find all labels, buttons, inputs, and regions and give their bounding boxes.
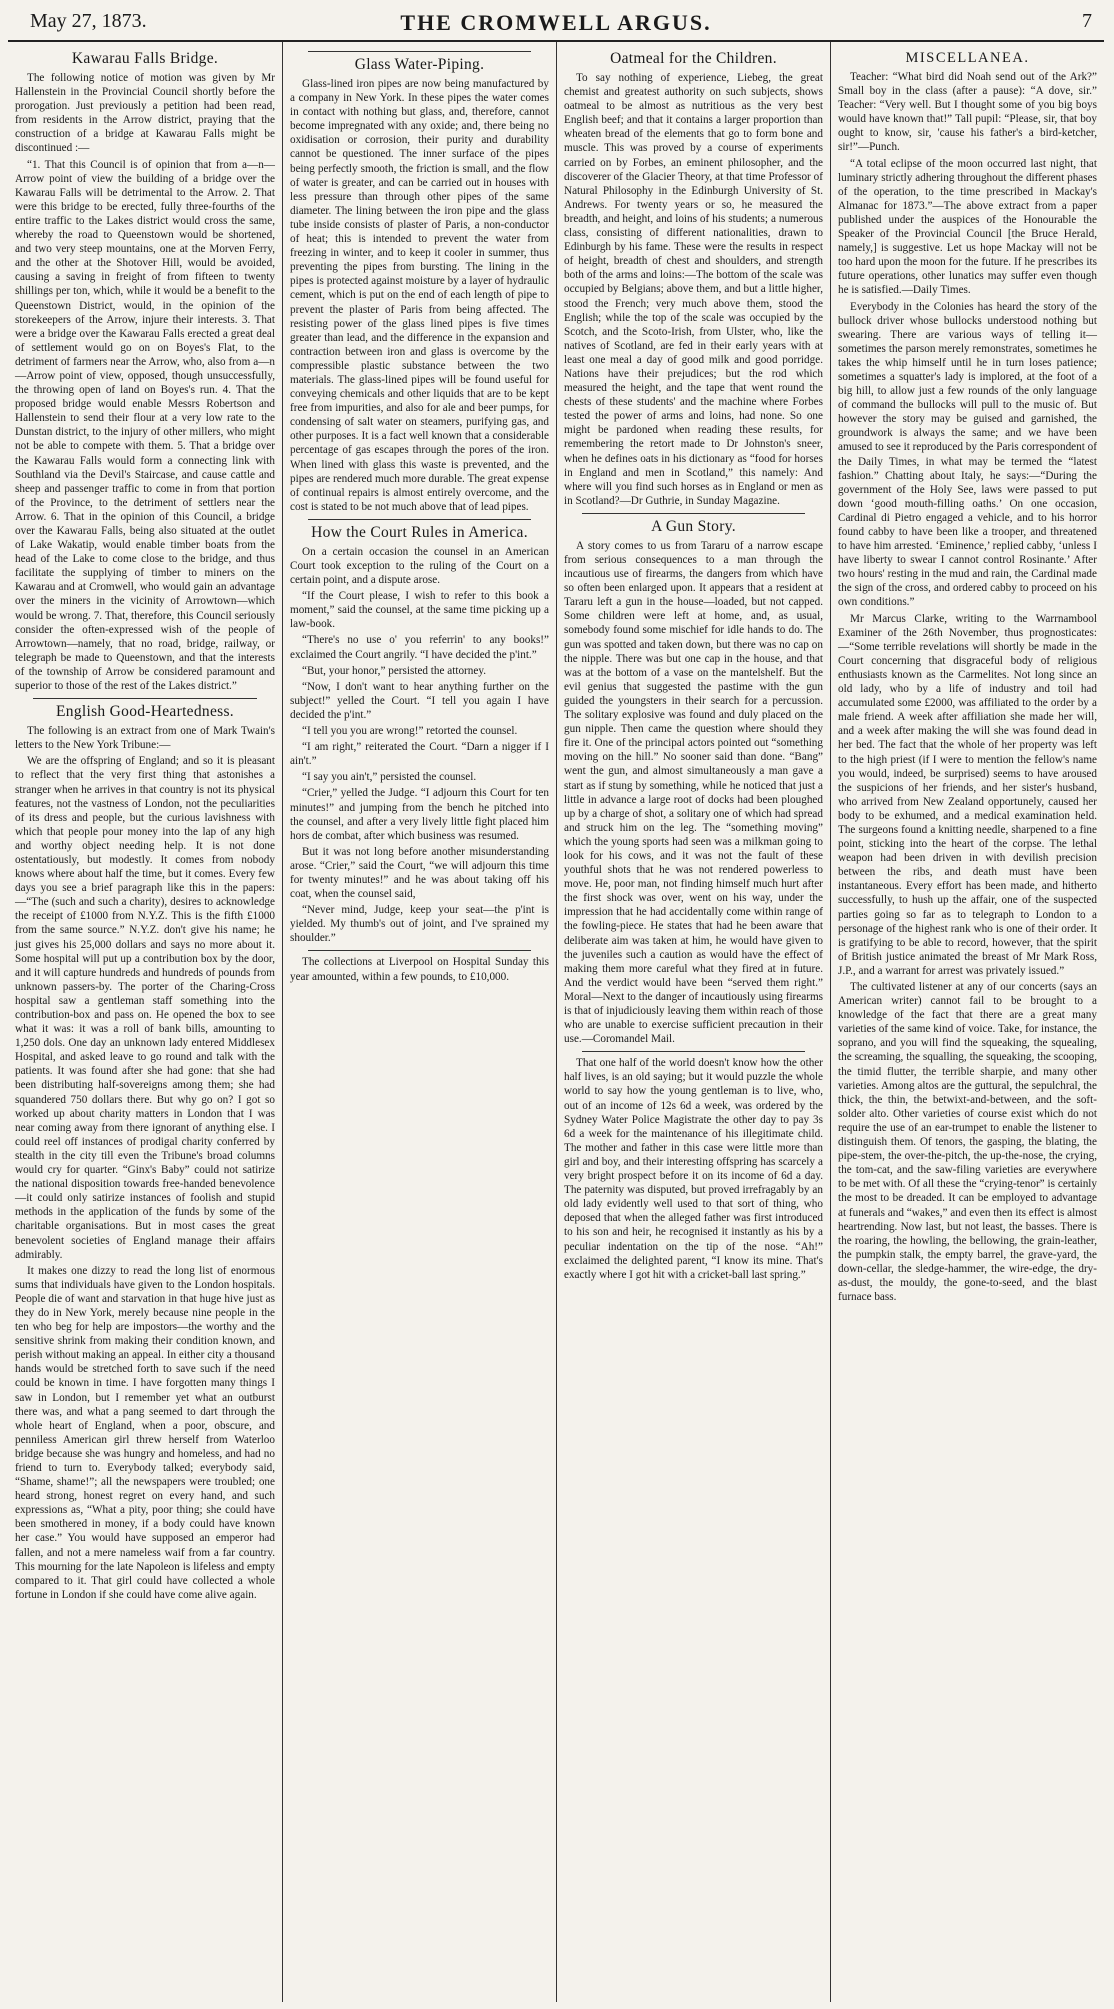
- divider: [33, 698, 257, 699]
- paragraph: “If the Court please, I wish to refer to this book a moment,” said the counsel, at the same time picking up a law-book.: [290, 590, 549, 631]
- paragraph: “Never mind, Judge, keep your seat—the p'int is yielded. My thumb's out of joint, and I've sprained my shoulder.”: [290, 904, 549, 945]
- paragraph: Glass-lined iron pipes are now being manufactured by a company in New York. In these pipes the water comes in contact with nothing but glass, and, therefore, cannot become impregnated with any oxide; and, there being no oxidisation or corrosion, their purity and durability cannot be questioned. The inner surface of the pipes being perfectly smooth, the friction is small, and the flow of water is greater, and can be carried out in houses with less pressure than through other pipes of the same diameter. The lining between the iron pipe and the glass tube inside consists of plaster of Paris, a non-conductor of heat; this is intended to prevent the water from freezing in winter, and to keep it cooler in summer, thus preventing the pipes from bursting. The lining in the pipes is protected against moisture by a layer of hydraulic cement, which is put on the end of each length of pipe to prevent the plaster of Paris from being affected. The resisting power of the glass lined pipes is five times greater than lead, and the difference in the expansion and contraction between iron and glass is overcome by the compressible plastic substance between the two materials. The glass-lined pipes will be found useful for conveying chemicals and other liquids that are to be kept free from impurities, and also for ale and beer pumps, for condensing of salt water on steamers, purifying gas, and other purposes. It is a fact well known that a considerable percentage of gas escapes through the pores of the iron. When lined with glass this waste is prevented, and the pipes are rendered much more durable. The great expense of continual repairs is almost entirely overcome, and the cost is stated to be not much above that of lead pipes.: [290, 78, 549, 513]
- paragraph: A story comes to us from Tararu of a narrow escape from serious consequences to a man through the incautious use of firearms, the dangers from which have so often been enlarged upon. It appears that a resident at Tararu left a gun in the house—loaded, but not capped. Some children were left at home, and, as usual, somebody found some mischief for idle hands to do. The gun was spotted and taken down, but there was no cap on the nipple. There was but one cap in the house, and that was at the bottom of a vase on the mantelshelf. But the evil genius that suggested the pastime with the gun guided the youngsters in their search for a percussion. The solitary explosive was found and duly placed on the gun nipple. Then came the question where should they fire it. One of the principal actors pointed out “something moving on the hill.” No sooner said than done. “Bang” went the gun, and almost simultaneously a man gave a start as if stung by something, while he noticed that just a little in advance a large root of docks had been ploughed up by a charge of shot, a solitary one of which had spread and struck him on the leg. The “something moving” which the young sports had seen was a milkman going to look for his cows, and it was not the fault of these youthful shots that he was not rendered powerless to move. He, poor man, not finding himself much hurt after the first shock was over, went on his way, under the impression that he had accidentally come within range of the fowling-piece. He states that had he been aware that deliberate aim was taken at him, he would have given to the juveniles such a caution as would have the effect of making them more careful what they fired at in future. And the verdict would have been “served them right.” Moral—Next to the danger of incautiously using firearms is that of injudiciously leaving them within reach of those who are unable to exercise sufficient precaution in their use.—Coromandel Mail.: [564, 539, 823, 1046]
- divider: [582, 1051, 805, 1052]
- article-title-gun: A Gun Story.: [651, 517, 736, 535]
- paragraph: On a certain occasion the counsel in an American Court took exception to the ruling of the Court on a certain point, and a dispute arose.: [290, 545, 549, 587]
- paragraph: “Now, I don't want to hear anything further on the subject!” yelled the Court. “I tell you again I have decided the p'int.”: [290, 680, 549, 721]
- divider: [308, 51, 531, 52]
- paragraph: Everybody in the Colonies has heard the story of the bullock driver whose bullocks understood nothing but swearing. There are various ways of telling it—sometimes the parson merely remonstrates, sometimes he takes the whip himself until he in turn loses patience; sometimes a squatter's lady is implored, at the foot of a big hill, to allow just a few rounds of the only language of command the bullocks will pull to the music of. But however the story may be guised and garnished, the groundwork is always the same; and we have been amused to see it reproduced by the Paris correspondent of the Daily Times, in what may be termed the “latest fashion.” Chatting about Italy, he says:—“During the government of the Holy See, laws were passed to put down ‘good mouth-filling oaths.’ On one occasion, Cardinal di Pietro engaged a vehicle, and to his horror found cabby to have been like a trooper, and threatened to have him arrested. ‘Eminence,’ replied cabby, ‘unless I have liberty to swear I cannot control Rosinante.’ After two hours' resting in the mud and rain, the Cardinal made the sign of the cross, and ordered cabby to proceed on his own conditions.”: [838, 300, 1097, 609]
- paragraph: “I am right,” reiterated the Court. “Darn a nigger if I ain't.”: [290, 741, 549, 768]
- article-title-oatmeal: Oatmeal for the Children.: [610, 50, 777, 67]
- paragraph: We are the offspring of England; and so it is pleasant to reflect that the very first thing that astonishes a stranger when he arrives in that country is not its physical features, not the vastness of London, not the peculiarities of its dress and people, but the curious lavishness with which that people pour money into the lap of any high and worthy object needing help. It is not done ostentatiously, but modestly. It comes from nobody knows where about half the time, but it comes. Every few days you see a brief paragraph like this in the papers:—“The (such and such a charity), desires to acknowledge the receipt of £1000 from N.Y.Z. This is the fifth £1000 from the same source.” N.Y.Z. don't give his name; he just gives his 25,000 dollars and says no more about it. Some hospital will put up a contribution box by the door, and it will capture hundreds and hundreds of pounds from unknown passers-by. The porter of the Charing-Cross hospital saw a gentleman staff something into the contribution-box and pass on. He opened the box to see what it was: it was a roll of bank bills, amounting to 1,250 dols. One day an unknown lady entered Middlesex Hospital, and asked leave to go round and talk with the patients. It was found after she had gone: that she had been distributing half-sovereigns among them; she had squandered 750 dollars there. But why go on? I got so worked up about charity matters in London that I was near coming away from there ignorant of anything else. I could reel off instances of prodigal charity conferred by stealth in the city till even the Tribune's broad columns would cry for quarter. “Ginx's Baby” could not satirize the national disposition towards free-handed benevolence—it could only satirize instances of foolish and stupid methods in the application of the funds by some of the charitable organisations. But in most cases the great benevolent societies of England manage their affairs admirably.: [15, 755, 275, 1261]
- paragraph: “I say you ain't,” persisted the counsel.: [302, 771, 477, 784]
- paragraph: “Crier,” yelled the Judge. “I adjourn this Court for ten minutes!” and jumping from the bench he pitched into the counsel, and after a very lively little fight placed him hors de combat, after which business was resumed.: [290, 787, 549, 842]
- column-1: [8, 42, 282, 2002]
- paragraph: Mr Marcus Clarke, writing to the Warrnambool Examiner of the 26th November, thus prognosticates:—“Some terrible revelations will shortly be made in the Court concerning that disgraceful body of religious enthusiasts known as the Carmelites. Not long since an old lady, who by a life of industry and toil had accumulated some £2000, was affiliated to the order by a male friend. A week after affiliation she made her will, and a week after making the will she was found dead in her bed. The fact that the whole of her property was left to the high priest (if I were to mention the fellow's name you would, indeed, be surprised) seems to have aroused the suspicions of her friends, and her sister's husband, who arrived from New Zealand opportunely, caused her body to be exhumed, and a medical examination held. The surgeons found a knitting needle, sharpened to a fine point, sticking into the heart of the corpse. The lethal weapon had been driven in with devilish precision between the ribs, and death must have been instantaneous. Every effort has been made, and hitherto successfully, to hush up the affair, one of the suspected parties going so far as to telegraph to London to a personage of the highest rank who is one of their order. It is gratifying to be able to record, however, that the spirit of British justice animated the breast of Mr Mark Ross, J.P., and a warrant for arrest was privately issued.”: [838, 612, 1097, 977]
- paragraph: To say nothing of experience, Liebeg, the great chemist and greatest authority on such subjects, shows oatmeal to be almost as nutritious as the very best English beef; and that it contains a larger proportion than wheaten bread of the elements that go to form bone and muscle. This was proved by a course of experiments carried on by Forbes, an eminent philosopher, and the discoverer of the Glacier Theory, at that time Professor of Natural Philosophy in the Edinburgh University of St. Andrews. For twenty years or so, he measured the breadth, and height, and loins of his students; a numerous class, consisting of different nationalities, drawn to Edinburgh by his fame. These were the results in respect of height, breadth of chest and shoulders, and strength both of the arms and loins:—The bottom of the scale was occupied by Belgians; above them, and but a little higher, stood the French; very much above them, stood the English; while the top of the scale was occupied by the Scotch, and the Scoto-Irish, from Ulster, who, like the natives of Scotland, are fed in their early years with at least one meal a day of good milk and good porridge. Nations have their prejudices; but the rod which measured the height, and the tape that went round the chests of these students' and the machine where Forbes tested the power of arms and loins, had none. So one might be pardoned when reading these results, for remembering the retort made to Dr Johnston's sneer, when he defines oats in his dictionary as “food for horses in England and men in Scotland,” this namely: And where will you find such horses as in England or men as in Scotland?—Dr Guthrie, in Sunday Magazine.: [564, 72, 823, 507]
- divider: [582, 513, 805, 514]
- divider: [308, 950, 531, 951]
- divider: [308, 519, 531, 520]
- paragraph: But it was not long before another misunderstanding arose. “Crier,” said the Court, “we will adjourn this time for twenty minutes!” and he was about taking off his coat, when the counsel said,: [290, 845, 549, 901]
- article-title-english: English Good-Heartedness.: [56, 703, 234, 721]
- paragraph: Teacher: “What bird did Noah send out of the Ark?” Small boy in the class (after a pause): “A dove, sir.” Teacher: “Very well. But I thought some of you big boys would have known that!” Tall pupil: “Please, sir, that boy ought to know, sir, 'cause his father's a bird-ketcher, sir!”—Punch.: [838, 71, 1097, 154]
- column-4: [830, 42, 1104, 2002]
- paragraph: “I tell you you are wrong!” retorted the counsel.: [302, 725, 518, 738]
- paragraph: The following notice of motion was given by Mr Hallenstein in the Provincial Council shortly before the prorogation. Just previously a petition had been read, from residents in the Arrow district, praying that the construction of a bridge at Kawarau Falls might be discontinued :—: [15, 72, 275, 155]
- paragraph: The collections at Liverpool on Hospital Sunday this year amounted, within a few pounds, to £10,000.: [290, 956, 549, 983]
- paragraph: “But, your honor,” persisted the attorney.: [302, 664, 486, 677]
- column-2: [282, 42, 556, 2002]
- paragraph: “There's no use o' you referrin' to any books!” exclaimed the Court angrily. “I have decided the p'int.”: [290, 634, 549, 661]
- paragraph: “1. That this Council is of opinion that from a—n—Arrow point of view the building of a bridge over the Kawarau Falls will be detrimental to the Arrow. 2. That were this bridge to be erected, fully three-fourths of the entire traffic to the Lakes district would cross the same, whereby the road to Queenstown would be shortened, and two very steep mountains, one at the Morven Ferry, and the other at the Shotover Hill, would be avoided, causing a saving in freight of from fifteen to twenty shillings per ton, which, while it would be a benefit to the Queenstown District, would, in the opinion of the storekeepers of the Arrow, injure their interests. 3. That were a bridge over the Kawarau Falls erected a great deal of settlement would go on on Boyes's Flat, to the detriment of farmers near the Arrow, who, also from a—n—Arrow point of view, opposed, though unsuccessfully, the throwing open of land on Boyes's run. 4. That the proposed bridge would enable Messrs Robertson and Hallenstein to send their flour at a very low rate to the Dunstan district, to the injury of other millers, who might not be able to compete with them. 5. That a bridge over the Kawarau Falls would form a connecting link with Southland via the Devil's Staircase, and cause cattle and sheep and passenger traffic to come in from that portion of the Province, to the detriment of settlers near the Arrow. 6. That in the opinion of this Council, a bridge over the Kawarau Falls, being also situated at the outlet of Lake Wakatip, would enable timber boats from the head of the Lake to come close to the bridge, and thus facilitate the supplying of timber to miners on the Kawarau and at Cromwell, who would gain an advantage over the miners in the vicinity of Arrowtown—which would be wrong. 7. That, therefore, this Council seriously consider the often-expressed wish of the people of Arrowtown—namely, that no road, bridge, railway, or telegraph be made to Queenstown, and that the interests of the township of Arrow be considered paramount and superior to those of the rest of the Lakes district.”: [15, 158, 275, 693]
- issue-date: May 27, 1873.: [30, 10, 147, 32]
- paper-title: THE CROMWELL ARGUS.: [400, 10, 712, 35]
- page-number: 7: [1082, 10, 1092, 32]
- article-title-court: How the Court Rules in America.: [311, 523, 528, 541]
- paragraph: It makes one dizzy to read the long list of enormous sums that individuals have given to the London hospitals. People die of want and starvation in that huge hive just as they do in New York, merely because nine people in the ten who beg for help are impostors—the worthy and the sensitive shrink from making their condition known, and perish without making an appeal. In either city a thousand hands would be stretched forth to save such if the need could be known in time. I have forgotten many things I saw in London, but I remember yet what an outburst there was, and what a pang seemed to dart through the whole heart of England, when a poor, obscure, and penniless American girl threw herself from Waterloo bridge because she was hungry and homeless, and had no friend to turn to. Everybody talked; everybody said, “Shame, shame!”; all the newspapers were troubled; one heard strong, honest regret on every hand, and such expressions as, “What a pity, poor thing; she could have been smothered in money, if a body could have known her case.” You would have supposed an emperor had fallen, and not a mere nameless waif from a far country. This mourning for the late Napoleon is lifeless and empty compared to it. That girl could have collected a whole fortune in London if she could have come alive again.: [15, 1264, 275, 1601]
- article-title-kawarau: Kawarau Falls Bridge.: [71, 50, 219, 67]
- paragraph: The cultivated listener at any of our concerts (says an American writer) cannot fail to be brought to a knowledge of the fact that there are a great many varieties of the same kind of voice. Take, for instance, the soprano, and you will find the squeaking, the squealing, the screaming, the squalling, the squeaking, the scooping, the timid flutter, the terrible sharpie, and many other varieties. Among altos are the guttural, the sepulchral, the thick, the thin, the betwixt-and-between, and the soft-solder alto. Other varieties of course exist which do not require the use of an ear-trumpet to enable the listener to distinguish them. Of tenors, the gasping, the blating, the pipe-stem, the over-the-pitch, the up-the-nose, the crying, the tom-cat, and the saw-filing varieties are everywhere to be met with. Of all these the “crying-tenor” is certainly the most to be dreaded. It can be employed to advantage at funerals and “wakes,” and even then its effect is almost heartrending. Now last, but not least, the basses. There is the roaring, the howling, the bellowing, the grain-leather, the pumpkin stalk, the empty barrel, the grave-yard, the down-cellar, the sledge-hammer, the wire-edge, the dry-as-dust, the mouldy, the gone-to-seed, and the blast furnace bass.: [838, 981, 1097, 1304]
- article-title-misc: MISCELLANEA.: [905, 50, 1030, 66]
- paragraph: “A total eclipse of the moon occurred last night, that luminary strictly adhering throughout the different phases of the operation, to the time prescribed in Mackay's Almanac for 1873.”—The above extract from a paper published under the auspices of the Honourable the Speaker of the Provincial Council [the Bruce Herald, namely,] is suggestive. Let us hope Mackay will not be too hard upon the moon for the future. If he prescribes its future operations, other lunatics may suffer even though he is satisfied.—Daily Times.: [838, 157, 1097, 297]
- paragraph: The following is an extract from one of Mark Twain's letters to the New York Tribune:—: [15, 725, 275, 752]
- masthead: [8, 6, 1104, 42]
- paragraph: That one half of the world doesn't know how the other half lives, is an old saying; but it would puzzle the whole world to say how the young gentleman is to live, who, out of an income of 12s 6d a week, was ordered by the Sydney Water Police Magistrate the other day to pay 3s 6d a week for the maintenance of his illegitimate child. The mother and father in this case were little more than girl and boy, and their interesting offspring has scarcely a very bright prospect before it on its income of 6d a day. The paternity was disputed, but proved irrefragably by an old lady evidently well used to that sort of thing, who deposed that when the alleged father was first introduced to his son and heir, he recognised it instantly as his by a peculiar indentation on the tip of the nose. “Ah!” exclaimed the delighted parent, “I know its mine. That's exactly where I got hit with a cricket-ball last spring.”: [564, 1057, 823, 1281]
- column-3: [556, 42, 830, 2002]
- article-title-glass: Glass Water-Piping.: [354, 56, 485, 73]
